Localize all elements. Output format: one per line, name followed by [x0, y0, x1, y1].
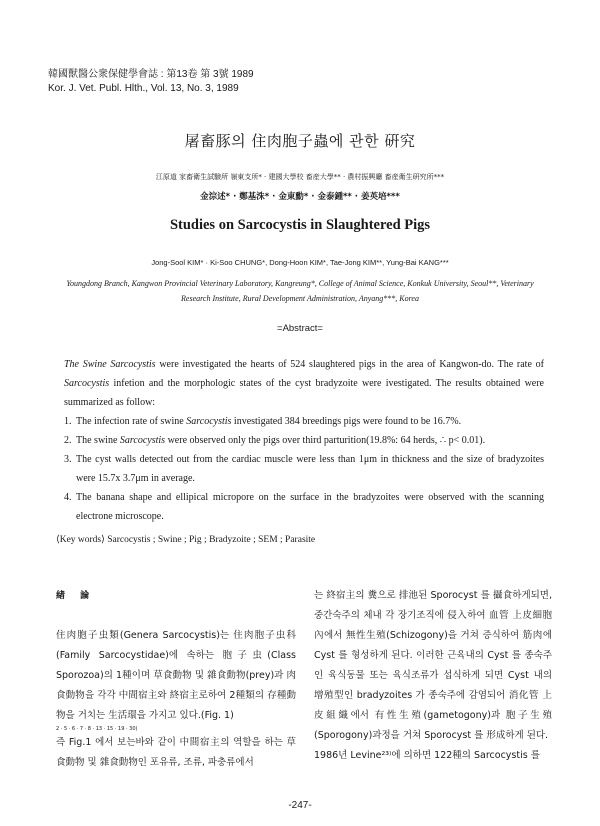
authors-english: Jong-Sool KIM* · Ki-Soo CHUNG*, Dong-Hoon KIM*, Tae-Jong KIM**, Yung-Bai KANG*** — [151, 258, 449, 267]
journal-line-en: Kor. J. Vet. Publ. Hlth., Vol. 13, No. 3, 1989 — [48, 83, 239, 94]
abstract-intro-text-1: were investigated the hearts of 524 slaughtered pigs in the area of Kangwon-do. The rate of — [155, 359, 544, 370]
authors-korean: 金淙述* · 鄭基洙* · 金東勳* · 金泰鍾** · 姜英培*** — [200, 192, 400, 202]
result-item — [64, 450, 544, 488]
title-english: Studies on Sarcocystis in Slaughtered Pigs — [169, 217, 431, 233]
abstract-body — [64, 355, 544, 526]
result-text: The infection rate of swine — [76, 416, 187, 427]
page-number: -247- — [288, 800, 312, 811]
result-item — [64, 431, 544, 450]
abstract-intro-italic: The Swine Sarcocystis — [64, 359, 156, 370]
result-number: 2. — [64, 435, 72, 446]
journal-header — [48, 68, 254, 96]
column-left — [56, 586, 296, 773]
section-heading-introduction: 緖 論 — [56, 591, 96, 601]
results-list — [64, 412, 544, 526]
result-item — [64, 412, 544, 431]
affiliations-english: Youngdong Branch, Kangwon Provincial Veterinary Laboratory, Kangreung*, College of Animal Science, Konkuk University, Seoul**, Veterinary Research Institute, Rural Development Administration, Anyang***, Korea — [66, 279, 534, 303]
intro-paragraph-3: 는 終宿主의 糞으로 排池된 Sporocyst 를 攝食하게되면, 중간숙주의 체내 각 장기조직에 侵入하여 血管 上皮細胞內에서 無性生殖(Schizogony)을 거쳐 증식하여 筋肉에 Cyst 를 형성하게 된다. 이러한 근육내의 Cyst 를 종숙주인 육식동물 또는 육식조류가 섭식하게 되면 Cyst 내의 增殖型인 bradyzoites 가 종숙주에 감염되어 消化管 上皮組織에서 有性生殖(gametogony)과 胞子生殖(Sporogony)과정을 거쳐 Sporocyst 를 形成하게 된다. — [314, 590, 552, 741]
result-number: 3. — [64, 454, 72, 465]
intro-paragraph-2: 즉 Fig.1 에서 보는바와 같이 中間宿主의 역할을 하는 草食動物 및 雜食動物인 포유류, 조류, 파충류에서 — [56, 737, 296, 768]
result-italic: Sarcocystis — [186, 416, 232, 427]
title-korean: 屠畜豚의 住肉胞子蟲에 관한 硏究 — [184, 132, 416, 150]
abstract-intro — [64, 355, 544, 412]
result-number: 4. — [64, 492, 72, 503]
abstract-intro-text-2: infetion and the morphologic states of the cyst bradyzoite were ivestigated. The results obtained were summarized as follow: — [64, 378, 544, 408]
result-item — [64, 488, 544, 526]
reference-numbers: 2 · 5 · 6 · 7 · 8 · 13 · 15 · 19 · 30) — [56, 726, 138, 732]
affiliations-korean: 江原道 家畜衛生試驗所 嶺東支所* · 建國大學校 畜産大學** · 農村振興廳 畜産衛生硏究所*** — [155, 173, 445, 181]
result-italic: Sarcocystis — [119, 435, 166, 446]
keywords: ⟨Key words⟩ Sarcocystis ; Swine ; Pig ; Bradyzoite ; SEM ; Parasite — [56, 535, 316, 545]
result-text-end: were observed only the pigs over third parturition(19.8%: 64 herds, ∴ p< 0.01). — [165, 435, 486, 446]
abstract-heading: =Abstract= — [277, 323, 323, 334]
result-text: The banana shape and ellipical micropore on the surface in the bradyzoites were observed with the scanning electrone microscope. — [76, 492, 544, 522]
column-right — [314, 586, 552, 766]
abstract-intro-italic-2: Sarcocystis — [64, 378, 110, 389]
result-number: 1. — [64, 416, 72, 427]
intro-paragraph-4: 1986년 Levine²³⁾에 의하면 122種의 Sarcocystis 를 — [314, 750, 540, 761]
journal-line-ko: 韓國獸醫公衆保健學會誌 : 第13卷 第 3號 1989 — [48, 69, 254, 80]
result-text-end: investigated 384 breedings pigs were found to be 16.7%. — [231, 416, 462, 427]
intro-paragraph-1 — [56, 626, 296, 733]
result-text: The swine — [76, 435, 120, 446]
intro-paragraph-1-text: 住肉胞子虫類(Genera Sarcocystis)는 住肉胞子虫科(Family Sarcocystidae)에 속하는 胞子虫(Class Sporozoa)의 1種이며 草食動物 및 雜食動物(prey)과 肉食動物을 각각 中間宿主와 終宿主로하여 2種類의 存種動物을 거치는 生活環을 가지고 있다.(Fig. 1) — [56, 630, 296, 721]
result-text: The cyst walls detected out from the cardiac muscle were less than 1μm in thickness and the size of bradyzoites were 15.7x 3.7μm in average. — [76, 454, 544, 484]
